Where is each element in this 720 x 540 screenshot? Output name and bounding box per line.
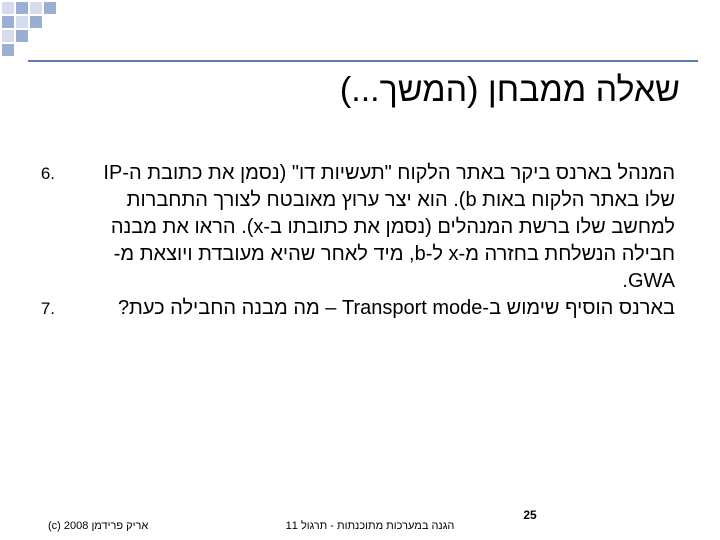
footer-course: הגנה במערכות מתוכנתות - תרגול 11 [285,520,455,532]
title-divider [28,60,698,62]
page-number: 25 [523,508,537,522]
item-number: 7. [40,299,55,318]
slide-content [40,160,675,322]
list-item [40,160,675,295]
list-item [40,295,675,322]
item-text: המנהל בארנס ביקר באתר הלקוח "תעשיות דו" (נסמן את כתובת ה-IP שלו באתר הלקוח באות b). הוא יצר ערוץ מאובטח לצורך התחברות למחשב שלו ברשת המנהלים (נסמן את כתובתו ב-x). הראו את מבנה חבילה הנשלחת בחזרה מ-x ל-b, מיד לאחר שהיא מעובדת ויוצאת מ-GWA. [103,162,675,292]
footer-author: אריק פרידמן 2008 (c) [48,520,149,532]
slide-title: שאלה ממבחן (המשך...) [339,71,680,109]
item-number: 6. [40,164,55,183]
item-text: בארנס הוסיף שימוש ב-Transport mode – מה מבנה החבילה כעת? [117,297,675,319]
